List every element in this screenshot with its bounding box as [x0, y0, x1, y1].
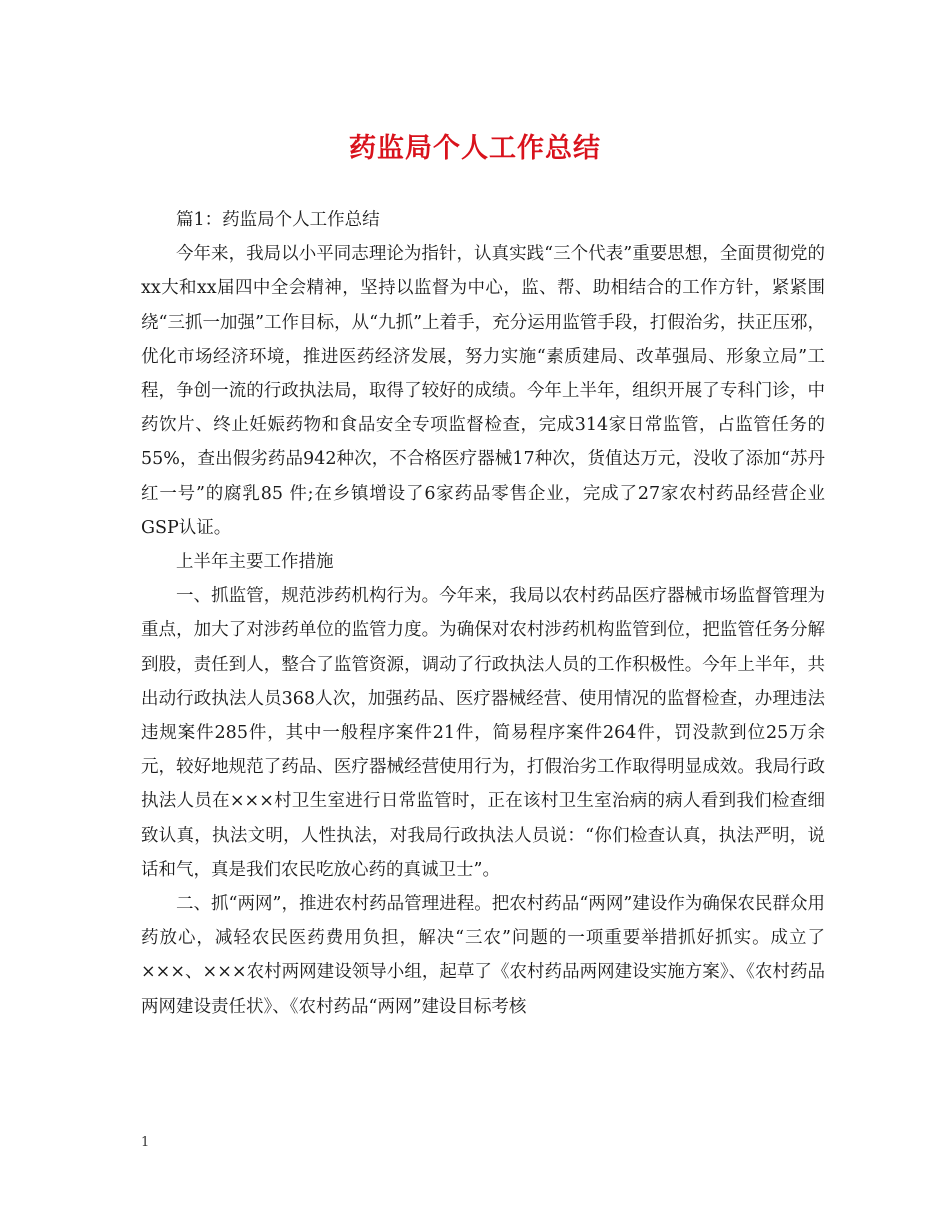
document-body	[141, 203, 825, 1024]
document-title: 药监局个人工作总结	[349, 133, 601, 164]
page-number: 1	[141, 1135, 150, 1150]
paragraph-supervision: 一、抓监管，规范涉药机构行为。今年来，我局以农村药品医疗器械市场监督管理为重点，加大了对涉药单位的监管力度。为确保对农村涉药机构监管到位，把监管任务分解到股，责任到人，整合了监管资源，调动了行政执法人员的工作积极性。今年上半年，共出动行政执法人员368人次，加强药品、医疗器械经营、使用情况的监督检查，办理违法违规案件285件，其中一般程序案件21件，简易程序案件264件，罚没款到位25万余元，较好地规范了药品、医疗器械经营使用行为，打假治劣工作取得明显成效。我局行政执法人员在×××村卫生室进行日常监管时，正在该村卫生室治病的病人看到我们检查细致认真，执法文明，人性执法，对我局行政执法人员说：“你们检查认真，执法严明，说话和气，真是我们农民吃放心药的真诚卫士”。	[141, 586, 825, 880]
subheading-measures: 上半年主要工作措施	[176, 552, 334, 573]
section-heading: 篇1：药监局个人工作总结	[176, 210, 380, 230]
paragraph-two-networks: 二、抓“两网”，推进农村药品管理进程。把农村药品“两网”建设作为确保农民群众用药放心，减轻农民医药费用负担，解决“三农”问题的一项重要举措抓好抓实。成立了×××、×××农村两网建设领导小组，起草了《农村药品两网建设实施方案》、《农村药品两网建设责任状》、《农村药品“两网”建设目标考核	[141, 894, 825, 1017]
paragraph-intro: 今年来，我局以小平同志理论为指针，认真实践“三个代表”重要思想，全面贯彻党的xx大和xx届四中全会精神，坚持以监督为中心，监、帮、助相结合的工作方针，紧紧围绕“三抓一加强”工作目标，从“九抓”上着手，充分运用监管手段，打假治劣，扶正压邪，优化市场经济环境，推进医药经济发展，努力实施“素质建局、改革强局、形象立局”工程，争创一流的行政执法局，取得了较好的成绩。今年上半年，组织开展了专科门诊，中药饮片、终止妊娠药物和食品安全专项监督检查，完成314家日常监管，占监管任务的55%，查出假劣药品942种次，不合格医疗器械17种次，货值达万元，没收了添加“苏丹红一号”的腐乳85 件;在乡镇增设了6家药品零售企业，完成了27家农村药品经营企业GSP认证。	[141, 244, 825, 538]
